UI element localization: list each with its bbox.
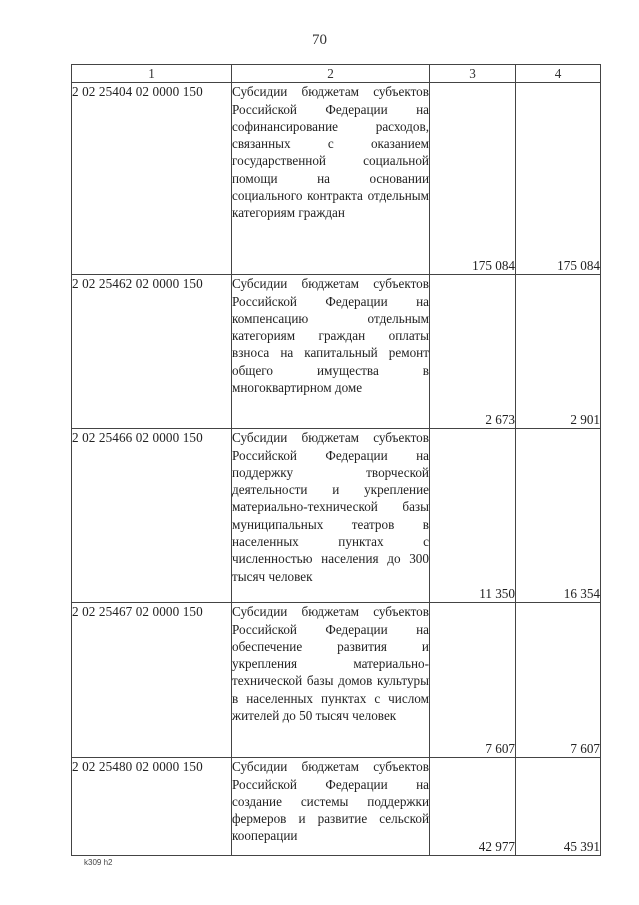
budget-code: 2 02 25462 02 0000 150 [72,275,232,429]
table-row [72,275,601,429]
subsidy-description: Субсидии бюджетам субъектов Российской Федерации на обеспечение развития и укрепления материально-технической базы домов культуры в населенных пунктах с числом жителей до 50 тысяч человек [232,603,430,758]
subsidy-description: Субсидии бюджетам субъектов Российской Федерации на поддержку творческой деятельности и укрепление материально-технической базы муниципальных театров в населенных пунктах с численностью населения до 300 тысяч человек [232,429,430,603]
table-row [72,758,601,856]
table-header-row [72,65,601,83]
amount-col3: 175 084 [430,83,516,275]
amount-col4: 45 391 [516,758,601,856]
footer-mark: k309 h2 [84,858,113,867]
page-number: 70 [312,32,327,48]
budget-table [71,64,601,856]
amount-col3: 11 350 [430,429,516,603]
budget-code: 2 02 25404 02 0000 150 [72,83,232,275]
amount-col4: 175 084 [516,83,601,275]
table-row [72,429,601,603]
column-header-3: 3 [430,65,516,83]
amount-col4: 7 607 [516,603,601,758]
amount-col4: 16 354 [516,429,601,603]
amount-col3: 42 977 [430,758,516,856]
subsidy-description: Субсидии бюджетам субъектов Российской Федерации на софинансирование расходов, связанных с оказанием государственной социальной помощи на основании социального контракта отдельным категориям граждан [232,83,430,275]
amount-col3: 2 673 [430,275,516,429]
amount-col3: 7 607 [430,603,516,758]
amount-col4: 2 901 [516,275,601,429]
column-header-4: 4 [516,65,601,83]
budget-code: 2 02 25466 02 0000 150 [72,429,232,603]
budget-code: 2 02 25467 02 0000 150 [72,603,232,758]
budget-code: 2 02 25480 02 0000 150 [72,758,232,856]
column-header-2: 2 [232,65,430,83]
column-header-1: 1 [72,65,232,83]
table-row [72,603,601,758]
subsidy-description: Субсидии бюджетам субъектов Российской Федерации на создание системы поддержки фермеров и развитие сельской кооперации [232,758,430,856]
table-row [72,83,601,275]
subsidy-description: Субсидии бюджетам субъектов Российской Федерации на компенсацию отдельным категориям граждан оплаты взноса на капитальный ремонт общего имущества в многоквартирном доме [232,275,430,429]
